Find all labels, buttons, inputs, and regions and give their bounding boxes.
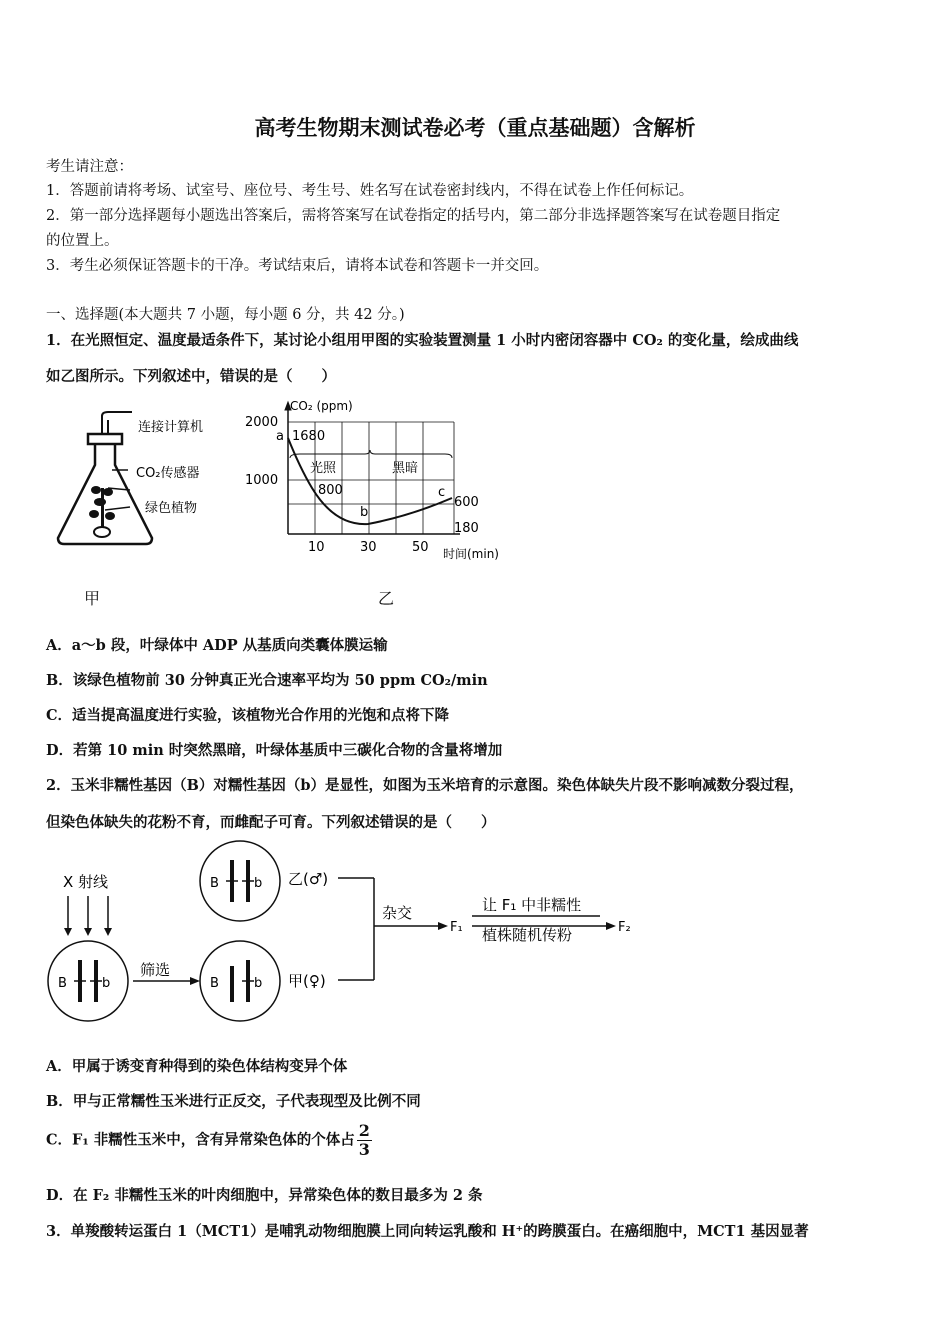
question-2-option-a: A．甲属于诱变育种得到的染色体结构变异个体 bbox=[46, 1058, 348, 1075]
value-1680: 1680 bbox=[292, 429, 326, 444]
question-2-option-b: B．甲与正常糯性玉米进行正反交，子代表现型及比例不同 bbox=[46, 1093, 421, 1110]
value-180: 180 bbox=[454, 521, 479, 536]
sensor-label: CO₂传感器 bbox=[136, 466, 200, 481]
point-a-label: a bbox=[276, 429, 284, 444]
value-600: 600 bbox=[454, 495, 479, 510]
allele-b-label: b bbox=[254, 876, 263, 891]
question-2-stem-cont: 但染色体缺失的花粉不育，而雌配子可育。下列叙述错误的是（ ） bbox=[46, 814, 496, 831]
allele-b-label: b bbox=[102, 976, 111, 991]
self-label-2: 植株随机传粉 bbox=[482, 926, 573, 944]
y-tick-2000: 2000 bbox=[245, 415, 279, 430]
self-label-1: 让 F₁ 中非糯性 bbox=[482, 896, 582, 914]
notice-item: 的位置上。 bbox=[46, 233, 119, 249]
apparatus-figure bbox=[50, 410, 250, 560]
x-tick-50: 50 bbox=[412, 540, 429, 555]
computer-label: 连接计算机 bbox=[138, 420, 204, 435]
question-2-stem: 2．玉米非糯性基因（B）对糯性基因（b）是显性，如图为玉米培育的示意图。染色体缺失片段不影响减数分裂过程， bbox=[46, 777, 804, 794]
question-1-stem: 1．在光照恒定、温度最适条件下，某讨论小组用甲图的实验装置测量 1 小时内密闭容器中 CO₂ 的变化量，绘成曲线 bbox=[46, 332, 799, 349]
yi-male-label: 乙(♂) bbox=[288, 870, 329, 888]
fraction-numerator: 2 bbox=[358, 1121, 370, 1140]
f2-label: F₂ bbox=[618, 920, 631, 935]
value-800: 800 bbox=[318, 483, 343, 498]
option-c-text: C．F₁ 非糯性玉米中，含有异常染色体的个体占 bbox=[46, 1131, 355, 1149]
y-axis-label: CO₂ (ppm) bbox=[290, 399, 353, 413]
fraction-denominator: 3 bbox=[358, 1140, 370, 1159]
plant-label: 绿色植物 bbox=[145, 501, 198, 516]
breeding-diagram bbox=[40, 838, 660, 1038]
figure-jia-label: 甲 bbox=[84, 589, 101, 608]
notice-heading: 考生请注意： bbox=[46, 159, 133, 175]
fraction bbox=[357, 1122, 372, 1159]
plant-icon bbox=[89, 486, 115, 537]
xray-label: X 射线 bbox=[63, 873, 109, 891]
light-label: 光照 bbox=[310, 461, 337, 476]
dark-label: 黑暗 bbox=[392, 461, 419, 476]
question-1-option-b: B．该绿色植物前 30 分钟真正光合速率平均为 50 ppm CO₂/min bbox=[46, 672, 488, 689]
question-2-option-c bbox=[46, 1122, 372, 1159]
question-1-stem-cont: 如乙图所示。下列叙述中，错误的是（ ） bbox=[46, 368, 336, 385]
allele-B-label: B bbox=[210, 876, 219, 891]
jia-female-label: 甲(♀) bbox=[288, 972, 326, 990]
notice-item: 3．考生必须保证答题卡的干净。考试结束后，请将本试卷和答题卡一并交回。 bbox=[46, 258, 549, 274]
section-heading: 一、选择题(本大题共 7 小题，每小题 6 分，共 42 分。) bbox=[46, 307, 405, 323]
point-c-label: c bbox=[438, 485, 446, 500]
figure-yi-label: 乙 bbox=[378, 589, 395, 608]
page-title: 高考生物期末测试卷必考（重点基础题）含解析 bbox=[254, 116, 696, 140]
allele-B-label: B bbox=[58, 976, 67, 991]
notice-item: 2．第一部分选择题每小题选出答案后，需将答案写在试卷指定的括号内，第二部分非选择题答案写在试卷题目指定 bbox=[46, 208, 781, 224]
question-2-option-d: D．在 F₂ 非糯性玉米的叶肉细胞中，异常染色体的数目最多为 2 条 bbox=[46, 1187, 483, 1204]
question-1-option-a: A．a～b 段，叶绿体中 ADP 从基质向类囊体膜运输 bbox=[46, 637, 388, 654]
allele-b-label: b bbox=[254, 976, 263, 991]
f1-label: F₁ bbox=[450, 920, 463, 935]
notice-item: 1．答题前请将考场、试室号、座位号、考生号、姓名写在试卷密封线内，不得在试卷上作任何标记。 bbox=[46, 183, 694, 199]
x-tick-30: 30 bbox=[360, 540, 377, 555]
question-1-option-c: C．适当提高温度进行实验，该植物光合作用的光饱和点将下降 bbox=[46, 707, 450, 724]
question-1-option-d: D．若第 10 min 时突然黑暗，叶绿体基质中三碳化合物的含量将增加 bbox=[46, 742, 503, 759]
allele-B-label: B bbox=[210, 976, 219, 991]
co2-chart bbox=[240, 398, 530, 568]
question-3-stem: 3．单羧酸转运蛋白 1（MCT1）是哺乳动物细胞膜上同向转运乳酸和 H⁺的跨膜蛋白。在癌细胞中，MCT1 基因显著 bbox=[46, 1223, 809, 1240]
cross-label: 杂交 bbox=[382, 904, 413, 922]
x-axis-label: 时间(min) bbox=[443, 547, 499, 561]
x-tick-10: 10 bbox=[308, 540, 325, 555]
y-tick-1000: 1000 bbox=[245, 473, 279, 488]
select-label: 筛选 bbox=[140, 961, 171, 979]
point-b-label: b bbox=[360, 505, 369, 520]
